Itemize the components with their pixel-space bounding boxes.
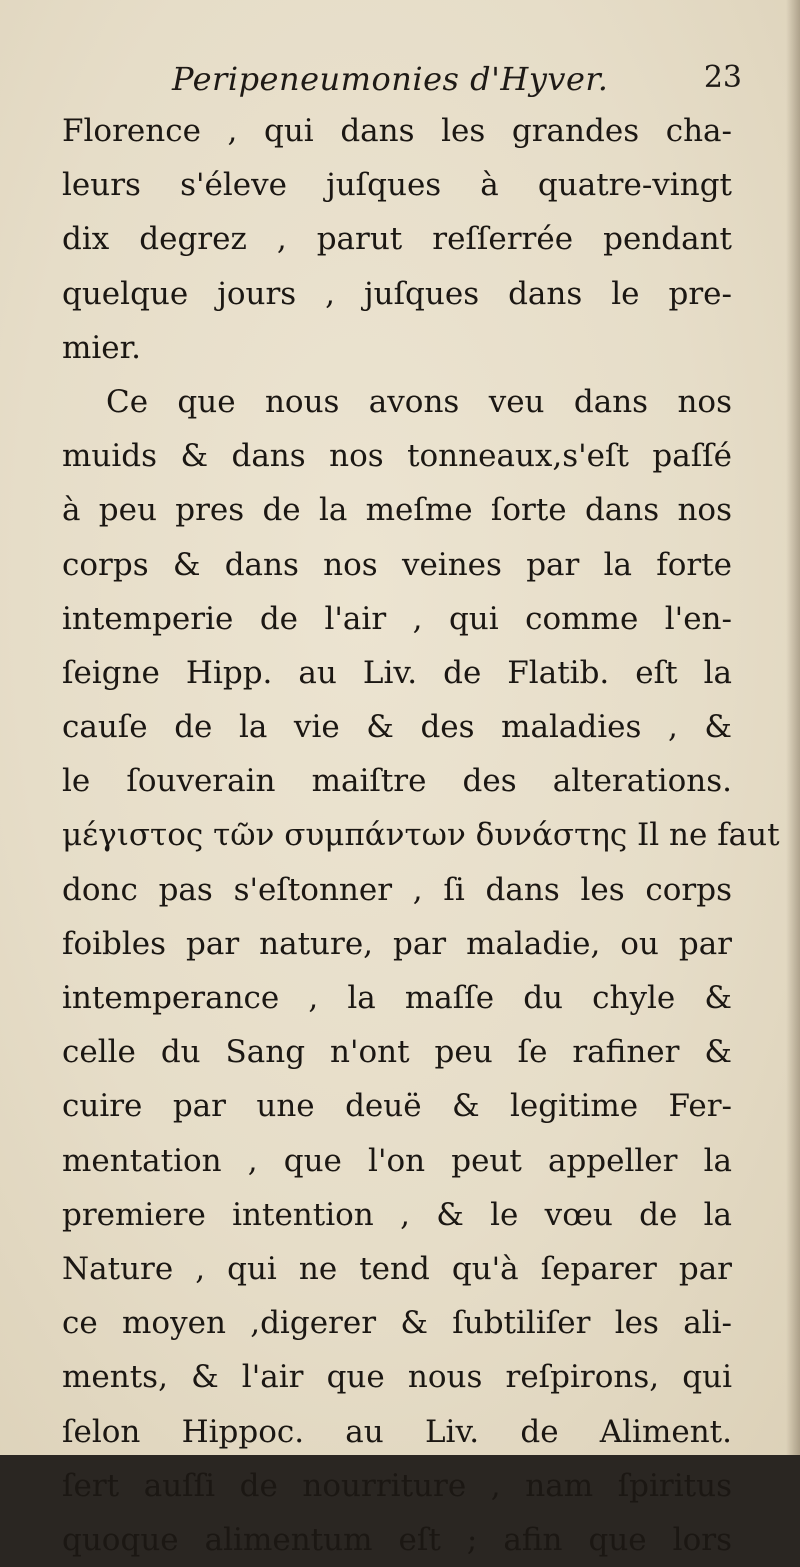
text-line: μέγιστος τῶν συμπάντων δυνάστης Il ne faut — [62, 817, 780, 854]
text-line: Ce que nous avons veu dans nos — [106, 383, 732, 420]
page-number: 23 — [703, 60, 742, 95]
text-line: à peu pres de la meſme ſorte dans nos — [62, 492, 732, 529]
text-line: cauſe de la vie & des maladies , & — [62, 709, 732, 746]
text-body — [62, 104, 780, 1567]
text-line: ſelon Hippoc. au Liv. de Aliment. — [62, 1413, 732, 1450]
text-line: mier. — [62, 329, 141, 366]
text-line: ments, & l'air que nous reſpirons, qui — [62, 1359, 732, 1396]
text-line: le ſouverain maiſtre des alterations. — [62, 763, 732, 800]
text-line: cuire par une deuë & legitime Fer- — [62, 1088, 732, 1125]
text-line: intemperance , la maſſe du chyle & — [62, 980, 732, 1016]
text-line: quoque alimentum eſt ; afin que lors — [62, 1521, 732, 1558]
text-line: mentation , que l'on peut appeller la — [62, 1142, 732, 1179]
text-line: Florence , qui dans les grandes cha- — [62, 113, 732, 149]
text-line: muids & dans nos tonneaux,s'eſt paſſé — [62, 438, 732, 475]
text-line: intemperie de l'air , qui comme l'en- — [62, 600, 732, 637]
text-line: premiere intention , & le vœu de la — [62, 1196, 732, 1233]
text-line: ſert auſſi de nourriture , nam ſpiritus — [62, 1467, 732, 1504]
text-line: Nature , qui ne tend qu'à ſeparer par — [62, 1250, 732, 1287]
text-line: dix degrez , parut reſſerrée pendant — [62, 221, 732, 258]
text-line: ce moyen ,digerer & ſubtiliſer les ali- — [62, 1305, 732, 1342]
running-head — [62, 56, 742, 100]
text-line: foibles par nature, par maladie, ou par — [62, 925, 732, 962]
running-title: Peripeneumonies d'Hyver. — [172, 60, 609, 98]
text-line: corps & dans nos veines par la forte — [62, 546, 732, 583]
text-line: ſeigne Hipp. au Liv. de Flatib. eſt la — [62, 654, 732, 691]
text-line: celle du Sang n'ont peu ſe rafiner & — [62, 1034, 732, 1071]
text-line: leurs s'éleve juſques à quatre-vingt — [62, 167, 732, 204]
text-line: donc pas s'eſtonner , ſi dans les corps — [62, 871, 732, 908]
text-line: quelque jours , juſques dans le pre- — [62, 275, 732, 312]
